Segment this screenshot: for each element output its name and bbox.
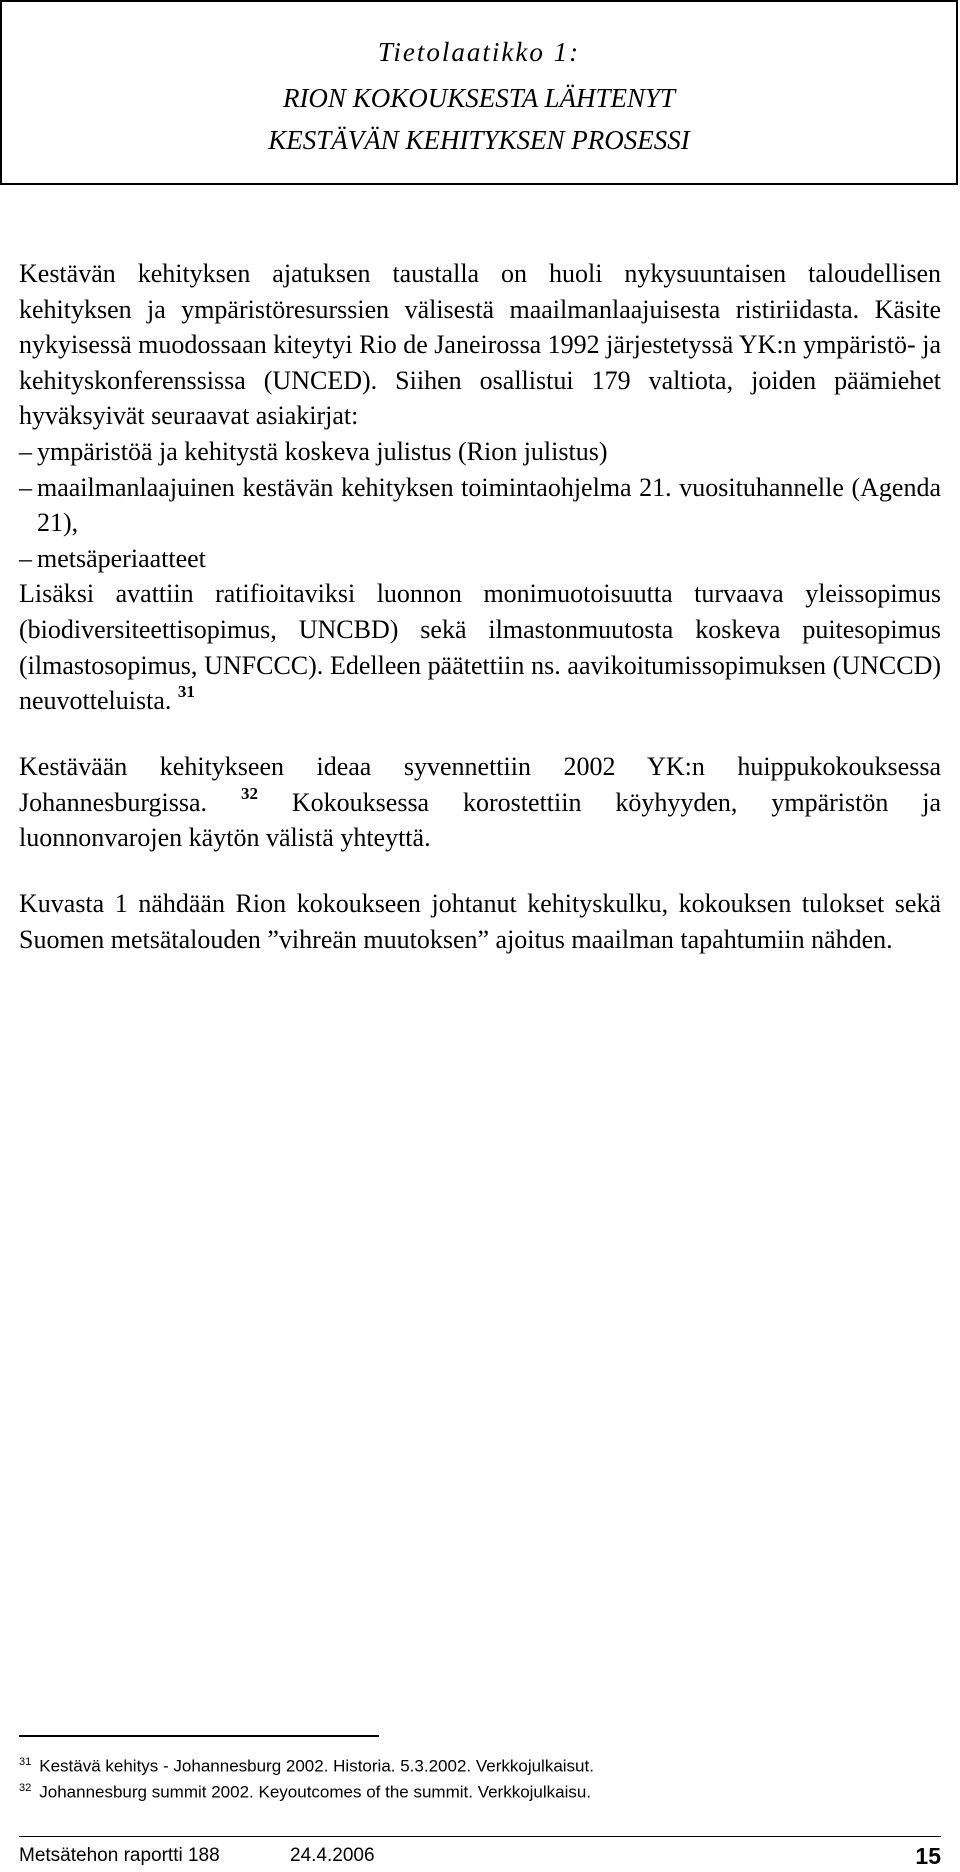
footnote-32 (19, 1778, 591, 1803)
paragraph-rio-background (19, 256, 941, 719)
footnote-ref-31: 31 (177, 682, 195, 702)
list-item: – metsäperiaatteet (19, 543, 206, 573)
page-number: 15 (915, 1843, 941, 1869)
paragraph-text: Kestävän kehityksen ajatuksen taustalla on huoli nykysuuntaisen taloudellisen kehityksen ja ympäristöresurssien välisestä maailmanlaajuisesta ristiriidasta. Käsite nykyisessä muodossaan kiteytyi Rio de Janeirossa 1992 järjestetyssä YK:n ympäristö- ja kehityskonferenssissa (UNCED). Siihen osallistui 179 valtiota, joiden päämiehet hyväksyivät seuraavat asiakirjat: (19, 259, 941, 431)
footnote-ref-32: 32 (240, 783, 258, 803)
footer-report-name: Metsätehon raportti 188 (19, 1845, 220, 1866)
footnote-31 (19, 1752, 594, 1777)
info-box-subtitle-line1: RION KOKOUKSESTA LÄHTENYT (282, 83, 676, 113)
footnote-text: Johannesburg summit 2002. Keyoutcomes of the summit. Verkkojulkaisu. (39, 1782, 592, 1802)
footnote-number: 31 (19, 1756, 32, 1768)
list-item: – maailmanlaajuinen kestävän kehityksen toimintaohjelma 21. vuosituhannelle (Agenda 21), (19, 472, 941, 538)
info-box-title: Tietolaatikko 1: (377, 37, 581, 67)
footer-date: 24.4.2006 (290, 1845, 375, 1866)
footer-divider (19, 1836, 941, 1837)
footnote-text: Kestävä kehitys - Johannesburg 2002. Historia. 5.3.2002. Verkkojulkaisut. (39, 1756, 594, 1776)
paragraph-johannesburg: Kestävään kehitykseen ideaa syvennettiin 2002 YK:n huippukokouksessa Johannesburgissa. $^{32}$ Kokouksessa korostettiin köyhyyden, ympäristön ja luonnonvarojen käytön välistä yhteyttä. (19, 752, 942, 853)
list-item: – ympäristöä ja kehitystä koskeva julistus (Rion julistus) (19, 436, 608, 466)
footnote-number: 32 (19, 1782, 32, 1794)
document-list (19, 434, 941, 576)
paragraph-figure-reference: Kuvasta 1 nähdään Rion kokoukseen johtanut kehityskulku, kokouksen tulokset sekä Suomen metsätalouden ”vihreän muutoksen” ajoitus maailman tapahtumiin nähden. (19, 889, 941, 954)
footnote-divider (19, 1735, 379, 1737)
info-box-subtitle-line2: KESTÄVÄN KEHITYKSEN PROSESSI (268, 125, 690, 155)
paragraph-text-after-list: Lisäksi avattiin ratifioitaviksi luonnon monimuotoisuutta turvaava yleissopimus (biodiversiteettisopimus, UNCBD) sekä ilmastonmuutosta koskeva puitesopimus (ilmastosopimus, UNFCCC). Edelleen päätettiin ns. aavikoitumissopimuksen (UNCCD) neuvotteluista. (19, 579, 941, 716)
info-box (0, 0, 958, 185)
